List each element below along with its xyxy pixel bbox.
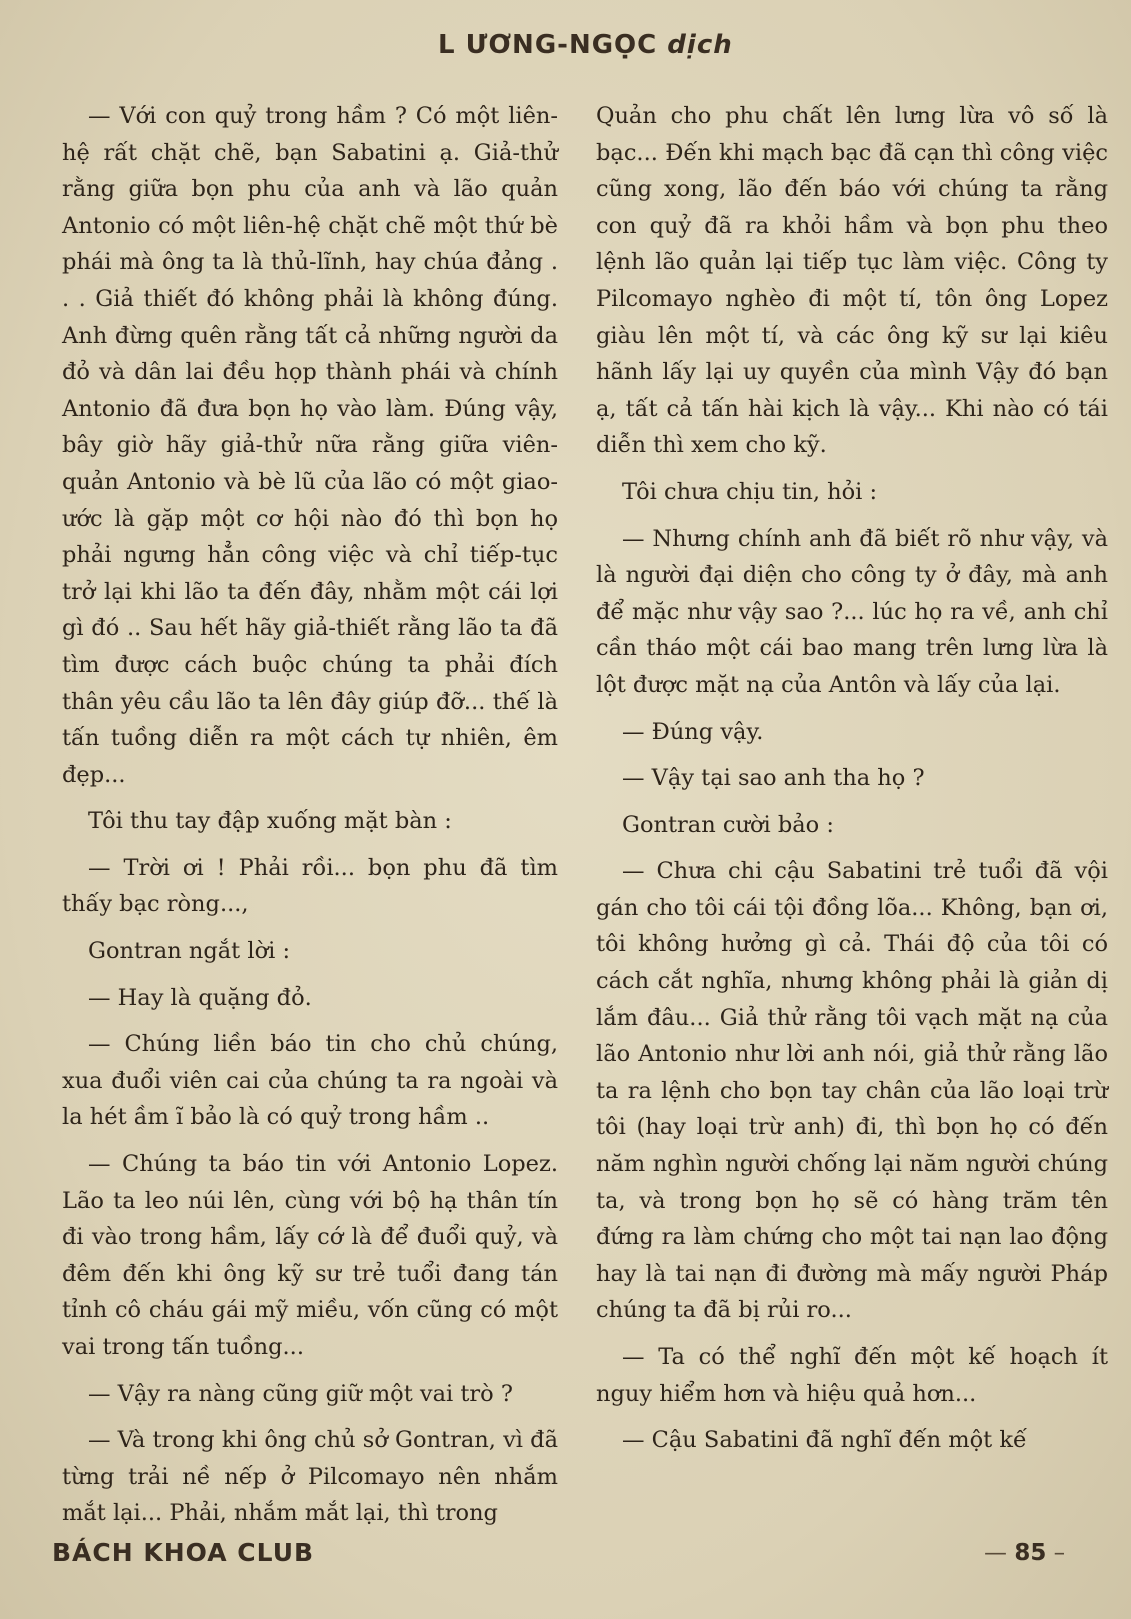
paragraph: — Chưa chi cậu Sabatini trẻ tuổi đã vội gán cho tôi cái tội đồng lõa... Không, bạn ơi, tôi không hưởng gì cả. Thái độ của tôi có cách cắt nghĩa, nhưng không phải là giản dị lắm đâu... Giả thử rằng tôi vạch mặt nạ của lão Antonio như lời anh nói, giả thử rằng lão ta ra lệnh cho bọn tay chân của lão loại trừ tôi (hay loại trừ anh) đi, thì bọn họ có đến năm nghìn người chống lại năm người chúng ta, và trong bọn họ sẽ có hàng trăm tên đứng ra làm chứng cho một tai nạn lao động hay là tai nạn đi đường mà mấy người Pháp chúng ta đã bị rủi ro... <box>596 858 1108 1324</box>
translator-suffix: dịch <box>667 30 733 60</box>
translator-name: L ƯƠNG-NGỌC <box>438 30 658 60</box>
dash-decoration: — <box>984 1540 1015 1566</box>
dash-decoration: – <box>1046 1540 1066 1566</box>
paragraph: Quản cho phu chất lên lưng lừa vô số là bạc... Đến khi mạch bạc đã cạn thì công việc cũng xong, lão đến báo với chúng ta rằng con quỷ đã ra khỏi hầm và bọn phu theo lệnh lão quản lại tiếp tục làm việc. Công ty Pilcomayo nghèo đi một tí, tôn ông Lopez giàu lên một tí, và các ông kỹ sư lại kiêu hãnh lấy lại uy quyền của mình Vậy đó bạn ạ, tất cả tấn hài kịch là vậy... Khi nào có tái diễn thì xem cho kỹ. <box>596 103 1108 459</box>
paragraph: Gontran cười bảo : <box>622 811 834 838</box>
page-number: 85 <box>1014 1540 1047 1566</box>
magazine-title: BÁCH KHOA CLUB <box>52 1538 315 1567</box>
paragraph: Gontran ngắt lời : <box>88 938 291 965</box>
paragraph: — Trời ơi ! Phải rồi... bọn phu đã tìm thấy bạc ròng..., <box>62 854 558 918</box>
paragraph: — Ta có thể nghĩ đến một kế hoạch ít nguy hiểm hơn và hiệu quả hơn... <box>596 1344 1108 1407</box>
paragraph: — Đúng vậy. <box>622 718 764 745</box>
paragraph: — Chúng liền báo tin cho chủ chúng, xua đuổi viên cai của chúng ta ra ngoài và la hét ầm ĩ bảo là có quỷ trong hầm .. <box>62 1031 558 1131</box>
left-column <box>62 98 558 1542</box>
paragraph: — Vậy ra nàng cũng giữ một vai trò ? <box>88 1380 513 1407</box>
right-column <box>596 98 1108 1469</box>
paragraph: — Nhưng chính anh đã biết rõ như vậy, và là người đại diện cho công ty ở đây, mà anh để mặc như vậy sao ?... lúc họ ra về, anh chỉ cần tháo một cái bao mang trên lưng lừa là lột được mặt nạ của Antôn và lấy của lại. <box>596 525 1108 698</box>
paragraph: — Chúng ta báo tin với Antonio Lopez. Lão ta leo núi lên, cùng với bộ hạ thân tín đi vào trong hầm, lấy cớ là để đuổi quỷ, và đêm đến khi ông kỹ sư trẻ tuổi đang tán tỉnh cô cháu gái mỹ miều, vốn cũng có một vai trong tấn tuồng... <box>62 1151 558 1360</box>
paragraph: — Cậu Sabatini đã nghĩ đến một kế <box>622 1427 1027 1454</box>
page-number-block <box>984 1540 1065 1566</box>
paragraph: — Vậy tại sao anh tha họ ? <box>622 765 925 792</box>
paragraph: — Với con quỷ trong hầm ? Có một liên-hệ rất chặt chẽ, bạn Sabatini ạ. Giả-thử rằng giữa bọn phu của anh và lão quản Antonio có một liên-hệ chặt chẽ một thứ bè phái mà ông ta là thủ-lĩnh, hay chúa đảng . . . Giả thiết đó không phải là không đúng. Anh đừng quên rằng tất cả những người da đỏ và dân lai đều họp thành phái và chính Antonio đã đưa bọn họ vào làm. Đúng vậy, bây giờ hãy giả-thử nữa rằng giữa viên-quản Antonio và bè lũ của lão có một giao-ước là gặp một cơ hội nào đó thì bọn họ phải ngưng hẳn công việc và chỉ tiếp-tục trở lại khi lão ta đến đây, nhằm một cái lợi gì đó .. Sau hết hãy giả-thiết rằng lão ta đã tìm được cách buộc chúng ta phải đích thân yêu cầu lão ta lên đây giúp đỡ... thế là tấn tuồng diễn ra một cách tự nhiên, êm đẹp... <box>62 103 558 788</box>
paragraph: — Và trong khi ông chủ sở Gontran, vì đã từng trải nề nếp ở Pilcomayo nên nhắm mắt lại... Phải, nhắm mắt lại, thì trong <box>62 1427 558 1527</box>
page-header <box>438 30 758 60</box>
paragraph: — Hay là quặng đỏ. <box>88 984 312 1011</box>
paragraph: Tôi chưa chịu tin, hỏi : <box>622 478 878 505</box>
paragraph: Tôi thu tay đập xuống mặt bàn : <box>88 808 452 835</box>
